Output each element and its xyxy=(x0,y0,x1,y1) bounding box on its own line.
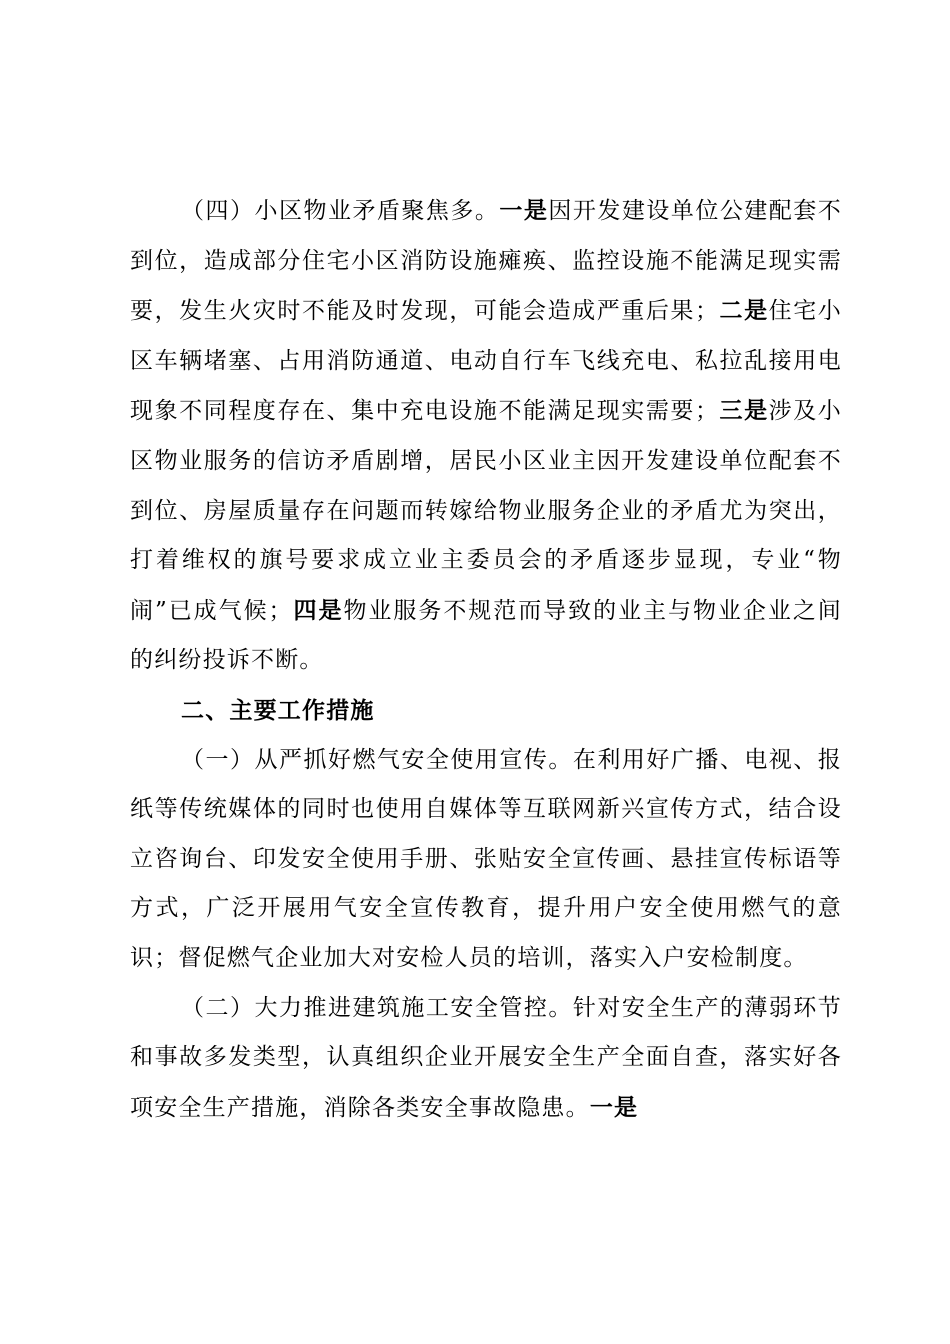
paragraph-text: 涉及小区物业服务的信访矛盾剧增，居民小区业主因开发建设单位配套不到位、房屋质量存在问题而转嫁给物业服务企业的矛盾尤为突出，打着维权的旗号要求成立业主委员会的矛盾逐步显现，专业“物闹”已成气候； xyxy=(130,398,842,624)
paragraph-construction-safety xyxy=(130,984,842,1134)
paragraph-gas-safety: （一）从严抓好燃气安全使用宣传。在利用好广播、电视、报纸等传统媒体的同时也使用自媒体等互联网新兴宣传方式，结合设立咨询台、印发安全使用手册、张贴安全宣传画、悬挂宣传标语等方式，广泛开展用气安全宣传教育，提升用户安全使用燃气的意识；督促燃气企业加大对安检人员的培训，落实入户安检制度。 xyxy=(130,746,842,971)
paragraph-text: （二）大力推进建筑施工安全管控。针对安全生产的薄弱环节和事故多发类型，认真组织企业开展安全生产全面自查，落实好各项安全生产措施，消除各类安全事故隐患。 xyxy=(130,994,842,1121)
document-body xyxy=(130,186,842,1133)
paragraph-text: 物业服务不规范而导致的业主与物业企业之间的纠纷投诉不断。 xyxy=(130,597,842,674)
bold-marker-second: 二是 xyxy=(719,297,769,325)
paragraph-text: （四）小区物业矛盾聚焦多。 xyxy=(181,198,500,224)
paragraph-property-conflicts xyxy=(130,186,842,686)
paragraph-text: 住宅小区车辆堵塞、占用消防通道、电动自行车飞线充电、私拉乱接用电现象不同程度存在、集中充电设施不能满足现实需要； xyxy=(130,298,842,425)
section-heading: 二、主要工作措施 xyxy=(181,696,375,724)
bold-marker-first: 一是 xyxy=(499,197,549,224)
bold-marker-fourth: 四是 xyxy=(292,596,344,624)
bold-marker-third: 三是 xyxy=(719,397,769,425)
paragraph-text: 因开发建设单位公建配套不到位，造成部分住宅小区消防设施瘫痪、监控设施不能满足现实需要，发生火灾时不能及时发现，可能会造成严重后果； xyxy=(130,198,842,325)
bold-marker-first: 一是 xyxy=(589,1093,639,1121)
